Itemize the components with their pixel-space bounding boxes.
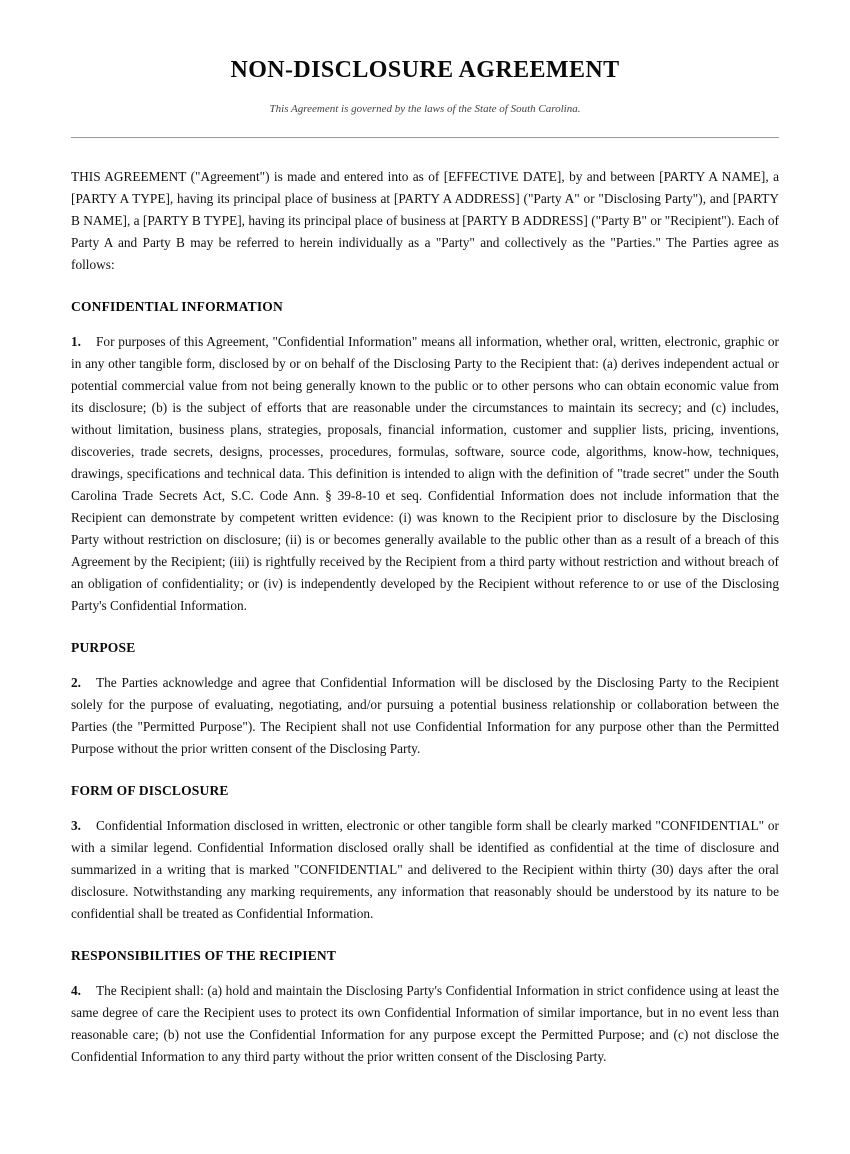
paragraph-text-4: The Recipient shall: (a) hold and maintain the Disclosing Party's Confidential Information in strict confidence using at least the same degree of care the Recipient uses to protect its own Confidential Information of similar importance, but in no event less than reasonable care; (b) not use the Confidential Information for any purpose except the Permitted Purpose; and (c) not disclose the Confidential Information to any third party without the prior written consent of the Disclosing Party. (71, 983, 779, 1064)
numbered-paragraph-1 (71, 331, 779, 617)
section-heading-purpose: PURPOSE (71, 640, 136, 655)
section-responsibilities-of-the-recipient (71, 945, 779, 1068)
document-title: NON-DISCLOSURE AGREEMENT (230, 57, 620, 83)
section-heading-confidential-information: CONFIDENTIAL INFORMATION (71, 299, 283, 314)
section-confidential-information (71, 296, 779, 617)
numbered-paragraph-3 (71, 815, 779, 925)
paragraph-number-3: 3. (71, 818, 81, 833)
numbered-paragraph-4 (71, 980, 779, 1068)
paragraph-text-2: The Parties acknowledge and agree that Confidential Information will be disclosed by the Disclosing Party to the Recipient solely for the purpose of evaluating, negotiating, and/or pursuing a potential business relationship or collaboration between the Parties (the "Permitted Purpose"). The Recipient shall not use Confidential Information for any purpose other than the Permitted Purpose without the prior written consent of the Disclosing Party. (71, 675, 779, 756)
paragraph-number-4: 4. (71, 983, 81, 998)
document-page (0, 54, 850, 1068)
governing-law-note: This Agreement is governed by the laws of the State of South Carolina. (269, 103, 581, 115)
numbered-paragraph-2 (71, 672, 779, 760)
section-heading-form-of-disclosure: FORM OF DISCLOSURE (71, 783, 229, 798)
paragraph-text-3: Confidential Information disclosed in written, electronic or other tangible form shall be clearly marked "CONFIDENTIAL" or with a similar legend. Confidential Information disclosed orally shall be identified as confidential at the time of disclosure and summarized in a writing that is marked "CONFIDENTIAL" and delivered to the Recipient within thirty (30) days after the oral disclosure. Notwithstanding any marking requirements, any information that reasonably should be understood by its nature to be confidential shall be treated as Confidential Information. (71, 818, 779, 921)
paragraph-number-2: 2. (71, 675, 81, 690)
section-purpose (71, 637, 779, 760)
paragraph-text-1: For purposes of this Agreement, "Confidential Information" means all information, whether oral, written, electronic, graphic or in any other tangible form, disclosed by or on behalf of the Disclosing Party to the Recipient that: (a) derives independent actual or potential commercial value from not being generally known to the public or to other persons who can obtain economic value from its disclosure; (b) is the subject of efforts that are reasonable under the circumstances to maintain its secrecy; and (c) includes, without limitation, business plans, strategies, proposals, financial information, customer and supplier lists, pricing, inventions, discoveries, trade secrets, designs, processes, procedures, formulas, software, source code, algorithms, know-how, techniques, drawings, specifications and technical data. This definition is intended to align with the definition of "trade secret" under the South Carolina Trade Secrets Act, S.C. Code Ann. § 39-8-10 et seq. Confidential Information does not include information that the Recipient can demonstrate by competent written evidence: (i) was known to the Recipient prior to disclosure by the Disclosing Party without restriction on disclosure; (ii) is or becomes generally available to the public other than as a result of a breach of this Agreement by the Recipient; (iii) is rightfully received by the Recipient from a third party without restriction and without breach of an obligation of confidentiality; or (iv) is independently developed by the Recipient without reference to or use of the Disclosing Party's Confidential Information. (71, 334, 779, 613)
paragraph-number-1: 1. (71, 334, 81, 349)
section-heading-responsibilities-of-the-recipient: RESPONSIBILITIES OF THE RECIPIENT (71, 948, 337, 963)
intro-paragraph: THIS AGREEMENT ("Agreement") is made and entered into as of [EFFECTIVE DATE], by and between [PARTY A NAME], a [PARTY A TYPE], having its principal place of business at [PARTY A ADDRESS] ("Party A" or "Disclosing Party"), and [PARTY B NAME], a [PARTY B TYPE], having its principal place of business at [PARTY B ADDRESS] ("Party B" or "Recipient"). Each of Party A and Party B may be referred to herein individually as a "Party" and collectively as the "Parties." The Parties agree as follows: (71, 169, 779, 272)
divider (71, 137, 779, 138)
section-form-of-disclosure (71, 780, 779, 925)
